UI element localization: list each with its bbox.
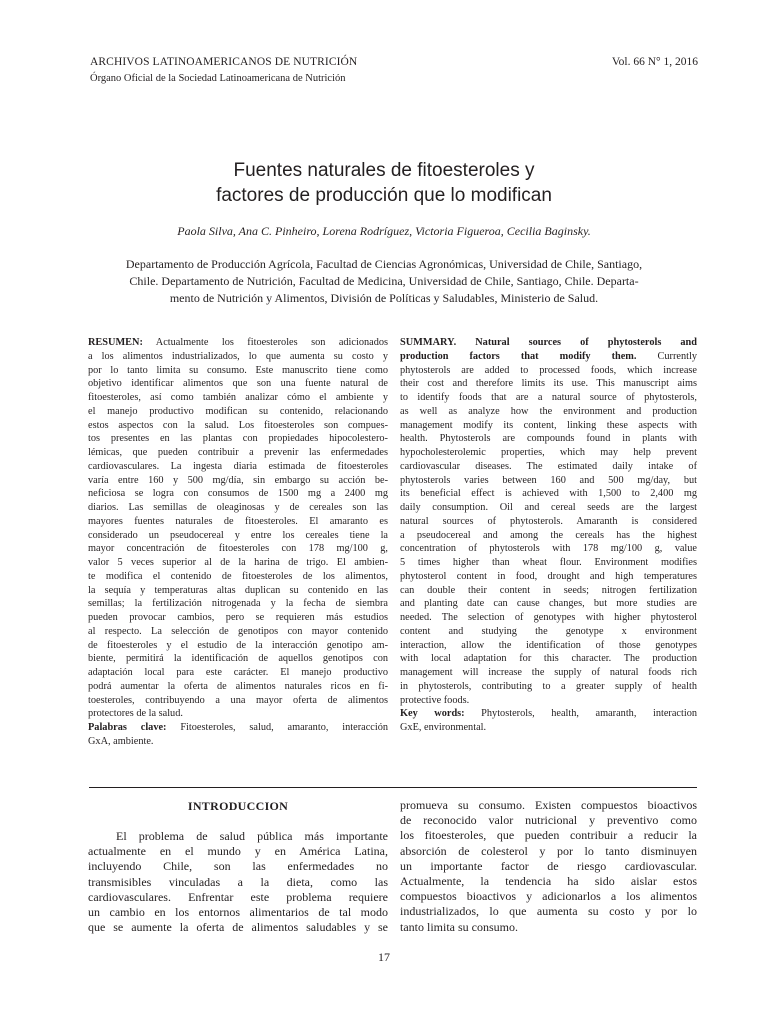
text-line: industrializados, lo que aumenta su costo y por lo (400, 904, 697, 919)
text-line: their cost and therefore limits its use. This manuscript aims (400, 378, 697, 390)
text-line: compuestos bioactivos y adicionarlos a los alimentos (400, 889, 697, 904)
text-line: tanto limita su consumo. (400, 919, 518, 934)
introduccion-left-column (88, 829, 388, 935)
text-line: fitoesteroles, así como también analizar cómo el ambiente y (88, 392, 388, 403)
text-line: phytosterol content in food, drought and high temperatures (400, 570, 697, 582)
text-line: management modify its content, linking these aspects with (400, 419, 697, 431)
article-title (90, 158, 678, 208)
volume-info: Vol. 66 N° 1, 2016 (611, 56, 698, 68)
text-line: objetivo identificar alimentos que son una fuente natural de (88, 378, 388, 390)
key-words-label: Key words: (400, 708, 465, 720)
text-line: toesteroles, contribuyendo a una mayor oferta de alimentos (88, 694, 388, 706)
text-line: hypocholesterolemic properties, which may help prevent (400, 447, 697, 458)
text-line: El problema de salud pública más importante (116, 829, 388, 843)
page-number: 17 (378, 950, 390, 964)
text-line: interaction, allow the identification of those genotypes (400, 639, 697, 651)
text-line: absorción de colesterol y por lo tanto disminuyen (400, 843, 697, 858)
summary-column (400, 336, 697, 735)
text-line: can double their content in seeds; nitrogen fertilization (400, 584, 697, 596)
text-line: concentration of phytosterols with 178 mg/100 g, value (400, 543, 697, 555)
text-line: el manejo productivo modifican su contenido, relacionando (88, 405, 388, 417)
text-line: protective foods. (400, 694, 470, 706)
palabras-clave-line (88, 721, 388, 735)
text-line: mayores fuentes naturales de fitoesteroles. El amaranto es (88, 515, 388, 527)
introduccion-right-column (400, 798, 697, 935)
text-line: actualmente en el mundo y en América Latina, (88, 844, 388, 859)
title-line-1: Fuentes naturales de fitoesteroles y (233, 160, 535, 181)
journal-name: ARCHIVOS LATINOAMERICANOS DE NUTRICIÓN (90, 56, 358, 68)
text-line: daily consumption. Oil and cereal seeds are the largest (400, 502, 697, 513)
text-line: needed. The selection of genotypes with higher phytosterol (400, 612, 697, 623)
journal-organ: Órgano Oficial de la Sociedad Latinoamericana de Nutrición (90, 73, 346, 84)
resumen-first-line (88, 336, 388, 350)
text-line: management will increase the supply of natural foods rich (400, 667, 697, 678)
text-line: un cambio en los entornos alimentarios de tal modo (88, 905, 388, 920)
key-words-line (400, 707, 697, 721)
text-line: 5 times higher than wheat flour. Environment modifies (400, 557, 697, 568)
key-words-last: GxE, environmental. (400, 722, 487, 733)
text-line: tos presentes en las plantas con propiedades hipocolestero- (88, 433, 388, 445)
summary-first-line (400, 336, 697, 350)
text-line: de reconocido valor nutricional y preventivo como (400, 813, 697, 828)
text-line: biente, permitirá la identificación de aquellos genotipos con (88, 653, 388, 665)
text-line: transmisibles vinculadas a la dieta, como las (88, 874, 388, 889)
affiliation-line: Departamento de Producción Agrícola, Facultad de Ciencias Agronómicas, Universidad de Chile, Santiago, (125, 257, 643, 271)
text-line: cardiovasculares. Enfrentar este problema requiere (88, 889, 388, 904)
resumen-first-text: Actualmente los fitoesteroles son adicionados (142, 337, 388, 348)
text-line: considerado un pseudocereal y entre los cereales tiene la (88, 529, 388, 541)
text-line: la sequía y temperaturas altas duplican su contenido en las (88, 584, 388, 596)
text-line: mayor concentración de fitoesteroles con 178 mg/100 g, (88, 543, 388, 555)
summary-title-part1: Natural sources of phytosterols and (456, 337, 697, 348)
text-line: al respecto. La selección de genotipos con mayor contenido (88, 625, 388, 637)
text-line: to identify foods that are a natural source of phytosterols, (400, 392, 697, 403)
palabras-clave-text: Fitoesteroles, salud, amaranto, interacción (166, 722, 389, 733)
text-line: neficiosa se logra con consumos de 1500 mg a 2400 mg (88, 488, 388, 500)
text-line: incluyendo Chile, son las enfermedades no (88, 859, 388, 874)
text-line: natural sources of phytosterols. Amaranth is considered (400, 515, 697, 527)
text-line: with local adaptation for this character. The production (400, 653, 697, 665)
text-line: Actualmente, la tendencia ha sido aislar estos (400, 874, 697, 889)
resumen-column (88, 336, 388, 749)
text-line: de fitoesteroles y el estudio de la interacción genotipo am- (88, 639, 388, 651)
key-words-text: Phytosterols, health, amaranth, interaction (464, 708, 697, 720)
affiliation-line: mento de Nutrición y Alimentos, División de Políticas y Saludables, Ministerio de Salud. (169, 291, 599, 305)
text-line: a los alimentos industrializados, lo que aumenta su costo y (88, 350, 388, 362)
text-line: a pseudocereal and among the cereals has the highest (400, 529, 697, 541)
text-line: que se aumente la oferta de alimentos saludables y se (88, 920, 388, 935)
affiliation-line: Chile. Departamento de Nutrición, Facultad de Medicina, Universidad de Chile, Santiago, Chile. Departa- (129, 274, 639, 288)
text-line: estos aspectos con la salud. Los fitoesteroles son compues- (88, 419, 388, 431)
text-line: promueva su consumo. Existen compuestos bioactivos (400, 798, 697, 812)
text-line: un importante factor de riesgo cardiovascular. (400, 858, 697, 873)
summary-second-line (400, 350, 697, 364)
resumen-label: RESUMEN: (88, 337, 143, 348)
text-line: valor 5 veces superior al de la harina de trigo. El ambien- (88, 557, 388, 568)
text-line: los fitoesteroles, que pueden contribuir a reducir la (400, 828, 697, 843)
text-line: in phytosterols, contributing to a greater supply of health (400, 680, 697, 692)
text-line: lémicas, que pueden contribuir a prevenir las enfermedades (88, 447, 388, 458)
resumen-body (88, 350, 388, 721)
section-divider (89, 787, 697, 788)
text-line: content and studying the genotype x environment (400, 625, 697, 637)
summary-body (400, 364, 697, 708)
text-line: te modifica el contenido de fitoesteroles de los alimentos, (88, 570, 388, 582)
text-line: diarios. Las semillas de oleaginosas y de cereales son las (88, 502, 388, 513)
text-line: protectores de la salud. (88, 708, 183, 720)
text-line: por lo tanto limita su consumo. Este manuscrito tiene como (88, 364, 388, 376)
summary-title-part2: production factors that modify them. (400, 350, 637, 362)
palabras-clave-label: Palabras clave: (88, 722, 167, 733)
text-line: cardiovascular diseases. The estimated daily intake of (400, 460, 697, 472)
text-line: health. Phytosterols are compounds found in plants with (400, 433, 697, 445)
text-line: as well as analyze how the environment and production (400, 405, 697, 417)
text-line: cardiovasculares. La ingesta diaria estimada de fitoesteroles (88, 460, 388, 472)
authors: Paola Silva, Ana C. Pinheiro, Lorena Rodríguez, Victoria Figueroa, Cecilia Baginsky. (177, 224, 591, 238)
text-line: phytosterols varies between 160 and 500 mg/day, but (400, 474, 697, 486)
text-line: and planting date can cause changes, but more studies are (400, 598, 697, 610)
text-line: pueden provocar cambios, pero se requieren más estudios (88, 612, 388, 623)
affiliation (90, 256, 678, 307)
text-line: phytosterols are added to processed foods, which increase (400, 364, 697, 376)
text-line: adaptación local para este carácter. El manejo productivo (88, 667, 388, 678)
text-line: varía entre 160 y 500 mg/día, sin embargo su acción be- (88, 474, 388, 486)
palabras-clave-last: GxA, ambiente. (88, 735, 154, 747)
summary-second-text: Currently (636, 350, 697, 362)
text-line: its beneficial effect is achieved with 1,500 to 2,400 mg (400, 488, 697, 500)
summary-label: SUMMARY. (400, 337, 457, 348)
introduccion-heading: INTRODUCCION (187, 799, 289, 813)
text-line: semillas; la fertilización nitrogenada y la fecha de siembra (88, 598, 388, 610)
title-line-2: factores de producción que lo modifican (216, 185, 552, 206)
text-line: podrá aumentar la oferta de alimentos naturales ricos en fi- (88, 680, 388, 692)
